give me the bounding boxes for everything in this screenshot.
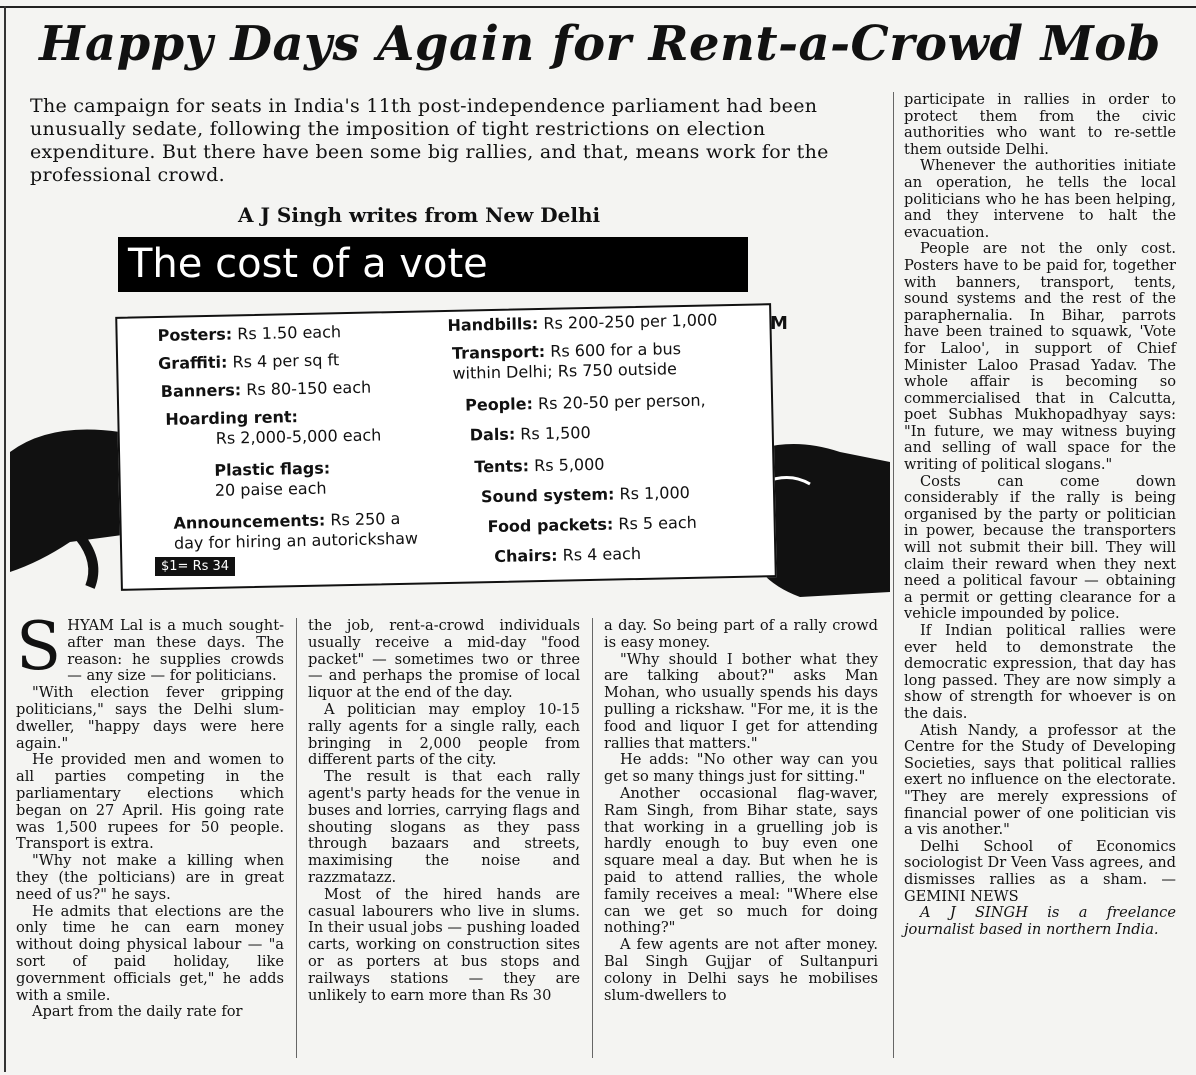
graphic-title: The cost of a vote — [118, 237, 748, 292]
column-divider — [296, 618, 297, 1058]
column-divider — [592, 618, 593, 1058]
cost-item: Announcements: Rs 250 a day for hiring an autorickshaw — [173, 508, 419, 553]
headline: Happy Days Again for Rent-a-Crowd Mob — [39, 16, 1161, 72]
cost-item: Handbills: Rs 200-250 per 1,000 — [447, 310, 718, 335]
standfirst: The campaign for seats in India's 11th post-independence parliament had been unusually sedate, following the imposition of tight restrictions on election expenditure. But there have been some big rallies, and that, means work for the professional crowd. — [30, 95, 829, 186]
top-rule — [0, 6, 1196, 8]
body-column-3: a day. So being part of a rally crowd is easy money. "Why should I bother what they are talking about?" asks Man Mohan, who usually spends his days pulling a rickshaw. "For me, it is the food and liquor I get for attending rallies that matters." He adds: "No other way can you get so many things just for sitting." Another occasional flag-waver, Ram Singh, from Bihar state, says that working in a gruelling job is hardly enough to buy even one square meal a day. But when he is paid to attend rallies, the whole family receives a meal: "Where else can we get so much for doing nothing?" A few agents are not after money. Bal Singh Gujjar of Sultanpuri colony in Delhi says he mobilises slum-dwellers to — [604, 617, 878, 1004]
cost-item: People: Rs 20-50 per person, — [464, 390, 706, 415]
cost-item: Transport: Rs 600 for a bus within Delhi; Rs 750 outside — [451, 339, 682, 383]
publisher-logo: M — [770, 313, 788, 334]
author-credit: A J SINGH is a freelance journalist based in northern India. — [904, 904, 1176, 938]
cost-of-vote-graphic — [10, 292, 890, 604]
cost-item: Chairs: Rs 4 each — [494, 543, 642, 567]
left-rule — [4, 6, 6, 1072]
body-column-1: SHYAM Lal is a much sought-after man these days. The reason: he supplies crowds — any size — for politicians. "With election fever gripping politicians," says the Delhi slum-dweller, "happy days were here again." He provided men and women to all parties competing in the parliamentary elections which began on 27 April. His going rate was 1,500 rupees for 50 people. Transport is extra. "Why not make a killing when they (the polticians) are in great need of us?" he says. He admits that elections are the only time he can earn money without doing physical labour — "a sort of paid holiday, like government officials get," he adds with a smile. Apart from the daily rate for — [16, 608, 284, 1021]
drop-cap: S — [16, 608, 62, 685]
cost-item: Graffiti: Rs 4 per sq ft — [157, 350, 340, 374]
exchange-rate-badge: $1= Rs 34 — [155, 557, 235, 576]
cost-item: Plastic flags: 20 paise each — [214, 458, 331, 500]
body-column-2: the job, rent-a-crowd individuals usually receive a mid-day "food packet" — sometimes two or three — and perhaps the promise of local liquor at the end of the day. A politician may employ 10-15 rally agents for a single rally, each bringing in 2,000 people from different parts of the city. The result is that each rally agent's party heads for the venue in buses and lorries, carrying flags and shouting slogans as they pass through bazaars and streets, maximising the noise and razzmatazz. Most of the hired hands are casual labourers who live in slums. In their usual jobs — pushing loaded carts, working on construction sites or as porters at bus stops and railways stations — they are unlikely to earn more than Rs 30 — [308, 617, 580, 1004]
cost-item: Tents: Rs 5,000 — [474, 454, 605, 477]
cost-item: Posters: Rs 1.50 each — [157, 322, 342, 346]
body-column-4: participate in rallies in order to protect them from the civic authorities who want to re-settle them outside Delhi. Whenever the authorities initiate an operation, he tells the local politicians who he has been helping, and they intervene to halt the evacuation. People are not the only cost. Posters have to be paid for, together with banners, transport, tents, sound systems and the rest of the paraphernalia. In Bihar, parrots have been trained to squawk, 'Vote for Laloo', in support of Chief Minister Laloo Prasad Yadav. The whole affair is becoming so commercialised that in Calcutta, poet Subhas Mukhopadhyay says: "In future, we may witness buying and selling of wall space for the writing of political slogans." Costs can come down considerably if the rally is being organised by the party or politician in power, because the transporters will not submit their bill. They will claim their reward when they next need a political favour — obtaining a permit or getting clearance for a vehicle impounded by police. If Indian political rallies were ever held to demonstrate the democratic expression, that day has long passed. They are now simply a show of strength for whoever is on the dais. Atish Nandy, a professor at the Centre for the Study of Developing Societies, says that political rallies exert no influence on the electorate. "They are merely expressions of financial power of one politician vis a vis another." Delhi School of Economics sociologist Dr Veen Vass agrees, and dismisses rallies as a sham. — GEMINI NEWS A J SINGH is a freelance journalist based in northern India. — [904, 91, 1176, 938]
cost-item: Food packets: Rs 5 each — [487, 512, 697, 537]
cost-card — [115, 303, 777, 591]
byline: A J Singh writes from New Delhi — [238, 203, 601, 227]
cost-item: Hoarding rent: Rs 2,000-5,000 each — [165, 407, 382, 448]
cost-item: Sound system: Rs 1,000 — [480, 482, 691, 507]
cost-item: Banners: Rs 80-150 each — [160, 377, 372, 401]
cost-item: Dals: Rs 1,500 — [469, 422, 591, 445]
column-divider — [893, 92, 894, 1058]
